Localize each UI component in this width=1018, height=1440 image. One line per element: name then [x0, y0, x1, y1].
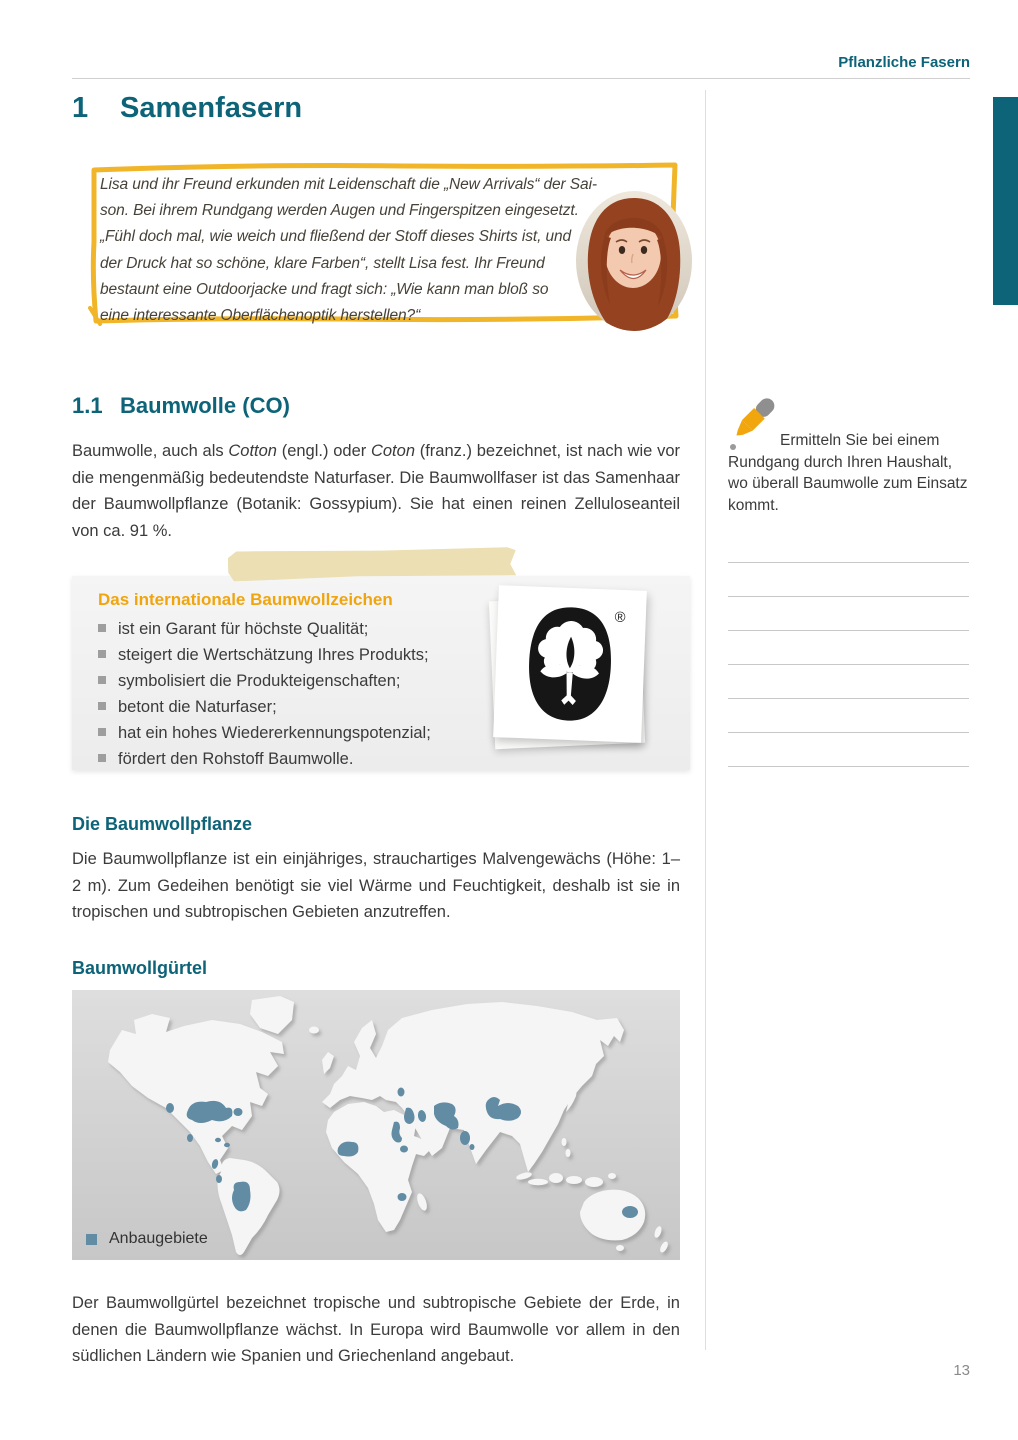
note-line [728, 664, 969, 665]
section-heading [72, 393, 290, 419]
section-title: Baumwolle (CO) [120, 393, 290, 418]
cotton-mark-box-title: Das internationale Baumwollzeichen [98, 590, 393, 609]
paragraph-text: (franz.) bezeichnet, ist nach wie vor die mengenmäßig bedeutendste Naturfaser. Die Baumwollfaser ist das Samenhaar der Baumwollpflanze (Botanik: Gossypium). Sie hat einen reinen Zelluloseanteil von ca. 91 %. [72, 442, 680, 540]
square-bullet-icon [98, 650, 106, 658]
bullet-text: hat ein hohes Wiedererkennungspotenzial; [118, 724, 431, 742]
intro-paragraph [72, 438, 680, 544]
world-map [72, 990, 680, 1260]
cotton-logo-card [493, 585, 647, 743]
note-line [728, 732, 969, 733]
map-legend [86, 1230, 208, 1248]
note-line [728, 698, 969, 699]
cotton-mark-logo [509, 597, 632, 731]
registered-trademark-symbol: ® [614, 609, 626, 627]
chapter-heading [72, 92, 302, 125]
belt-section-heading: Baumwollgürtel [72, 958, 208, 978]
note-line [728, 596, 969, 597]
legend-square-icon [86, 1234, 97, 1245]
square-bullet-icon [98, 676, 106, 684]
page-number: 13 [953, 1362, 970, 1379]
bullet-text: steigert die Wertschätzung Ihres Produkts; [118, 646, 429, 664]
bullet-item [98, 746, 690, 772]
story-line: son. Bei ihrem Rundgang werden Augen und Fingerspitzen eingesetzt. [100, 202, 579, 220]
term-cotton-en: Cotton [228, 442, 277, 460]
chapter-edge-tab [993, 97, 1018, 305]
square-bullet-icon [98, 702, 106, 710]
paragraph-text: (engl.) oder [276, 442, 371, 460]
note-line [728, 630, 969, 631]
story-line: Lisa und ihr Freund erkunden mit Leidenschaft die „New Arrivals“ der Sai- [100, 176, 597, 193]
square-bullet-icon [98, 728, 106, 736]
term-cotton-fr: Coton [370, 442, 415, 460]
belt-paragraph: Der Baumwollgürtel bezeichnet tropische und subtropische Gebiete der Erde, in denen die Baumwollpflanze wächst. In Europa wird Baumwolle vor allem in den südlichen Ländern wie Spanien und Griechenland angebaut. [72, 1294, 680, 1365]
paragraph-text: Baumwolle, auch als [72, 442, 229, 460]
story-line: eine interessante Oberflächenoptik herstellen?“ [100, 307, 421, 325]
note-line [728, 562, 969, 563]
plant-paragraph: Die Baumwollpflanze ist ein einjähriges, strauchartiges Malvengewächs (Höhe: 1–2 m). Zum Gedeihen benötigt sie viel Wärme und Feuchtigkeit, deshalb ist sie in tropischen und subtropischen Gebieten anzutreffen. [72, 850, 680, 921]
story-line: „Fühl doch mal, wie weich und fließend der Stoff dieses Shirts ist, und [100, 228, 572, 246]
square-bullet-icon [98, 754, 106, 762]
running-head: Pflanzliche Fasern [838, 54, 970, 71]
world-map-graphic [72, 990, 680, 1260]
header-divider [72, 78, 970, 79]
square-bullet-icon [98, 624, 106, 632]
section-number: 1.1 [72, 393, 103, 418]
story-line: der Druck hat so schöne, klare Farben“, stellt Lisa fest. Ihr Freund [100, 254, 545, 272]
note-line [728, 766, 969, 767]
column-divider [705, 90, 706, 1350]
plant-section-heading: Die Baumwollpflanze [72, 814, 253, 834]
sidebar-task-text: Ermitteln Sie bei einem Rundgang durch Ihren Haushalt, wo überall Baumwolle zum Einsatz kommt. [728, 432, 968, 515]
bullet-text: symbolisiert die Produkteigenschaften; [118, 672, 401, 690]
chapter-number: 1 [72, 92, 89, 124]
bullet-text: betont die Naturfaser; [118, 698, 277, 716]
portrait-photo [574, 190, 694, 332]
story-text [100, 172, 605, 329]
chapter-title: Samenfasern [120, 92, 303, 124]
legend-label: Anbaugebiete [109, 1230, 208, 1247]
bullet-text: fördert den Rohstoff Baumwolle. [118, 750, 354, 768]
story-line: bestaunt eine Outdoorjacke und fragt sich: „Wie kann man bloß so [100, 280, 549, 298]
note-lines [728, 562, 969, 800]
bullet-text: ist ein Garant für höchste Qualität; [118, 620, 369, 638]
